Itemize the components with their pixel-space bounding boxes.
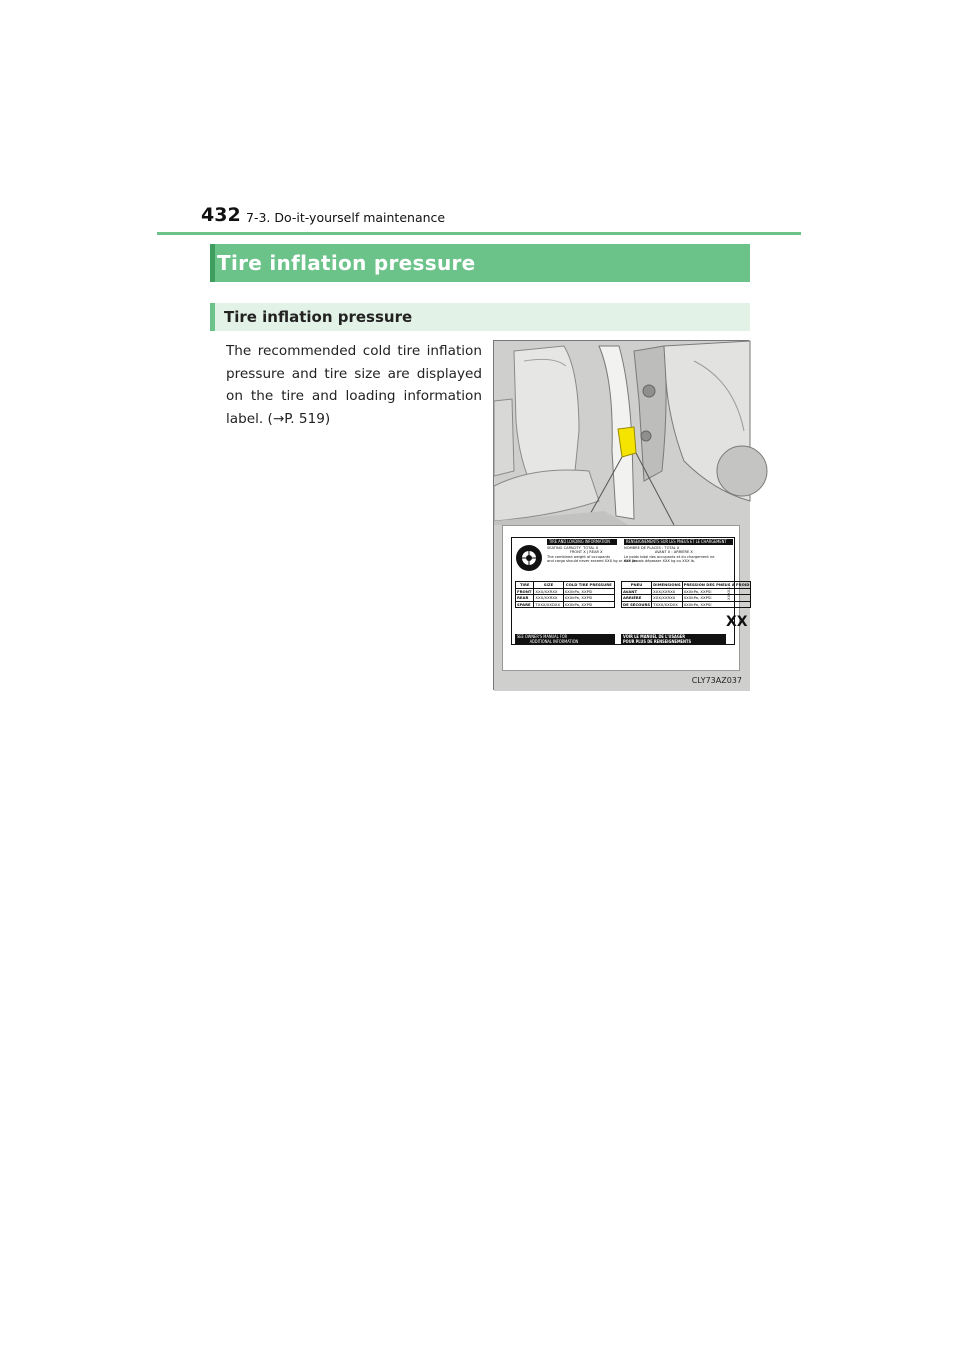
table-row	[516, 601, 615, 608]
tire-icon	[514, 543, 544, 573]
table-cell: XXXkPa, XXPSI	[682, 588, 751, 595]
table-header-cell: COLD TIRE PRESSURE	[563, 582, 614, 589]
section-subtitle: Tire inflation pressure	[224, 308, 413, 326]
table-cell: XXX/XXRXX	[652, 588, 682, 595]
label-footer-fr: VOIR LE MANUEL DE L'USAGER POUR PLUS DE RENSEIGNEMENTS	[621, 634, 726, 644]
table-cell: TXXX/XXDXX	[652, 601, 682, 608]
table-cell: SPARE	[516, 601, 534, 608]
table-header-cell: PNEU	[622, 582, 652, 589]
table-header-cell: TIRE	[516, 582, 534, 589]
table-cell: DE SECOURS	[623, 601, 651, 607]
table-row	[622, 601, 751, 608]
table-cell: FRONT	[516, 588, 534, 595]
table-cell: TXXX/XXDXX	[534, 601, 563, 608]
table-cell: XXX/XXRXX	[652, 595, 682, 602]
seating-capacity-en: SEATING CAPACITY TOTAL X FRONT X | REAR X The combined weight of occupants and cargo should never exceed XXX kg or XXX lbs.	[547, 546, 639, 563]
label-xx-mark: XX	[726, 614, 748, 630]
table-header-row	[622, 582, 751, 589]
table-header-cell: SIZE	[534, 582, 563, 589]
label-header-fr: RENSEIGNEMENTS SUR LES PNEUS ET LE CHARGEMENT	[624, 539, 733, 545]
tire-table-en	[515, 581, 615, 608]
table-cell: XXXkPa, XXPSI	[682, 601, 751, 608]
table-header-cell: DIMENSIONS	[653, 582, 681, 587]
header-rule	[157, 232, 801, 235]
page-number: 432	[201, 204, 241, 226]
subtitle-bar	[210, 303, 750, 331]
table-cell: XXX/XXRXX	[534, 588, 563, 595]
table-cell: REAR	[516, 595, 534, 602]
table-cell: XXX/XXRXX	[534, 595, 563, 602]
table-cell: XXXkPa, XXPSI	[563, 595, 614, 602]
title-bar	[210, 244, 750, 282]
table-cell: XXXkPa, XXPSI	[563, 601, 614, 608]
figure-illustration	[493, 340, 749, 690]
table-cell: XXXkPa, XXPSI	[682, 595, 751, 602]
label-footer-en: SEE OWNER'S MANUAL FOR ADDITIONAL INFORMATION	[515, 634, 615, 644]
subtitle-accent	[210, 303, 215, 331]
section-label: 7-3. Do-it-yourself maintenance	[246, 210, 446, 225]
figure-code: CLY73AZ037	[691, 676, 742, 685]
table-cell: ARRIÈRE	[622, 595, 652, 602]
tire-table-fr	[621, 581, 751, 608]
tire-loading-label	[511, 537, 750, 645]
title-accent	[210, 244, 215, 282]
table-header-cell: PRESSION DES PNEUS À FROID	[683, 582, 750, 587]
label-vertical-code: XXXXX	[726, 586, 731, 600]
page-title: Tire inflation pressure	[217, 251, 476, 275]
label-header-en: TIRE AND LOADING INFORMATION	[547, 539, 617, 545]
table-cell: AVANT	[622, 588, 652, 595]
table-cell: XXXkPa, XXPSI	[563, 588, 614, 595]
seating-capacity-fr: NOMBRE DE PLACES : TOTAL X AVANT X : ARRIÈRE X Le poids total des occupants et du chargement ne doit jamais dépasser XXX kg ou XXX lb.	[624, 546, 715, 563]
tire-loading-label-card	[502, 525, 750, 671]
body-paragraph: The recommended cold tire inflation pressure and tire size are displayed on the tire and loading information label. (→P. 519)	[226, 343, 482, 427]
